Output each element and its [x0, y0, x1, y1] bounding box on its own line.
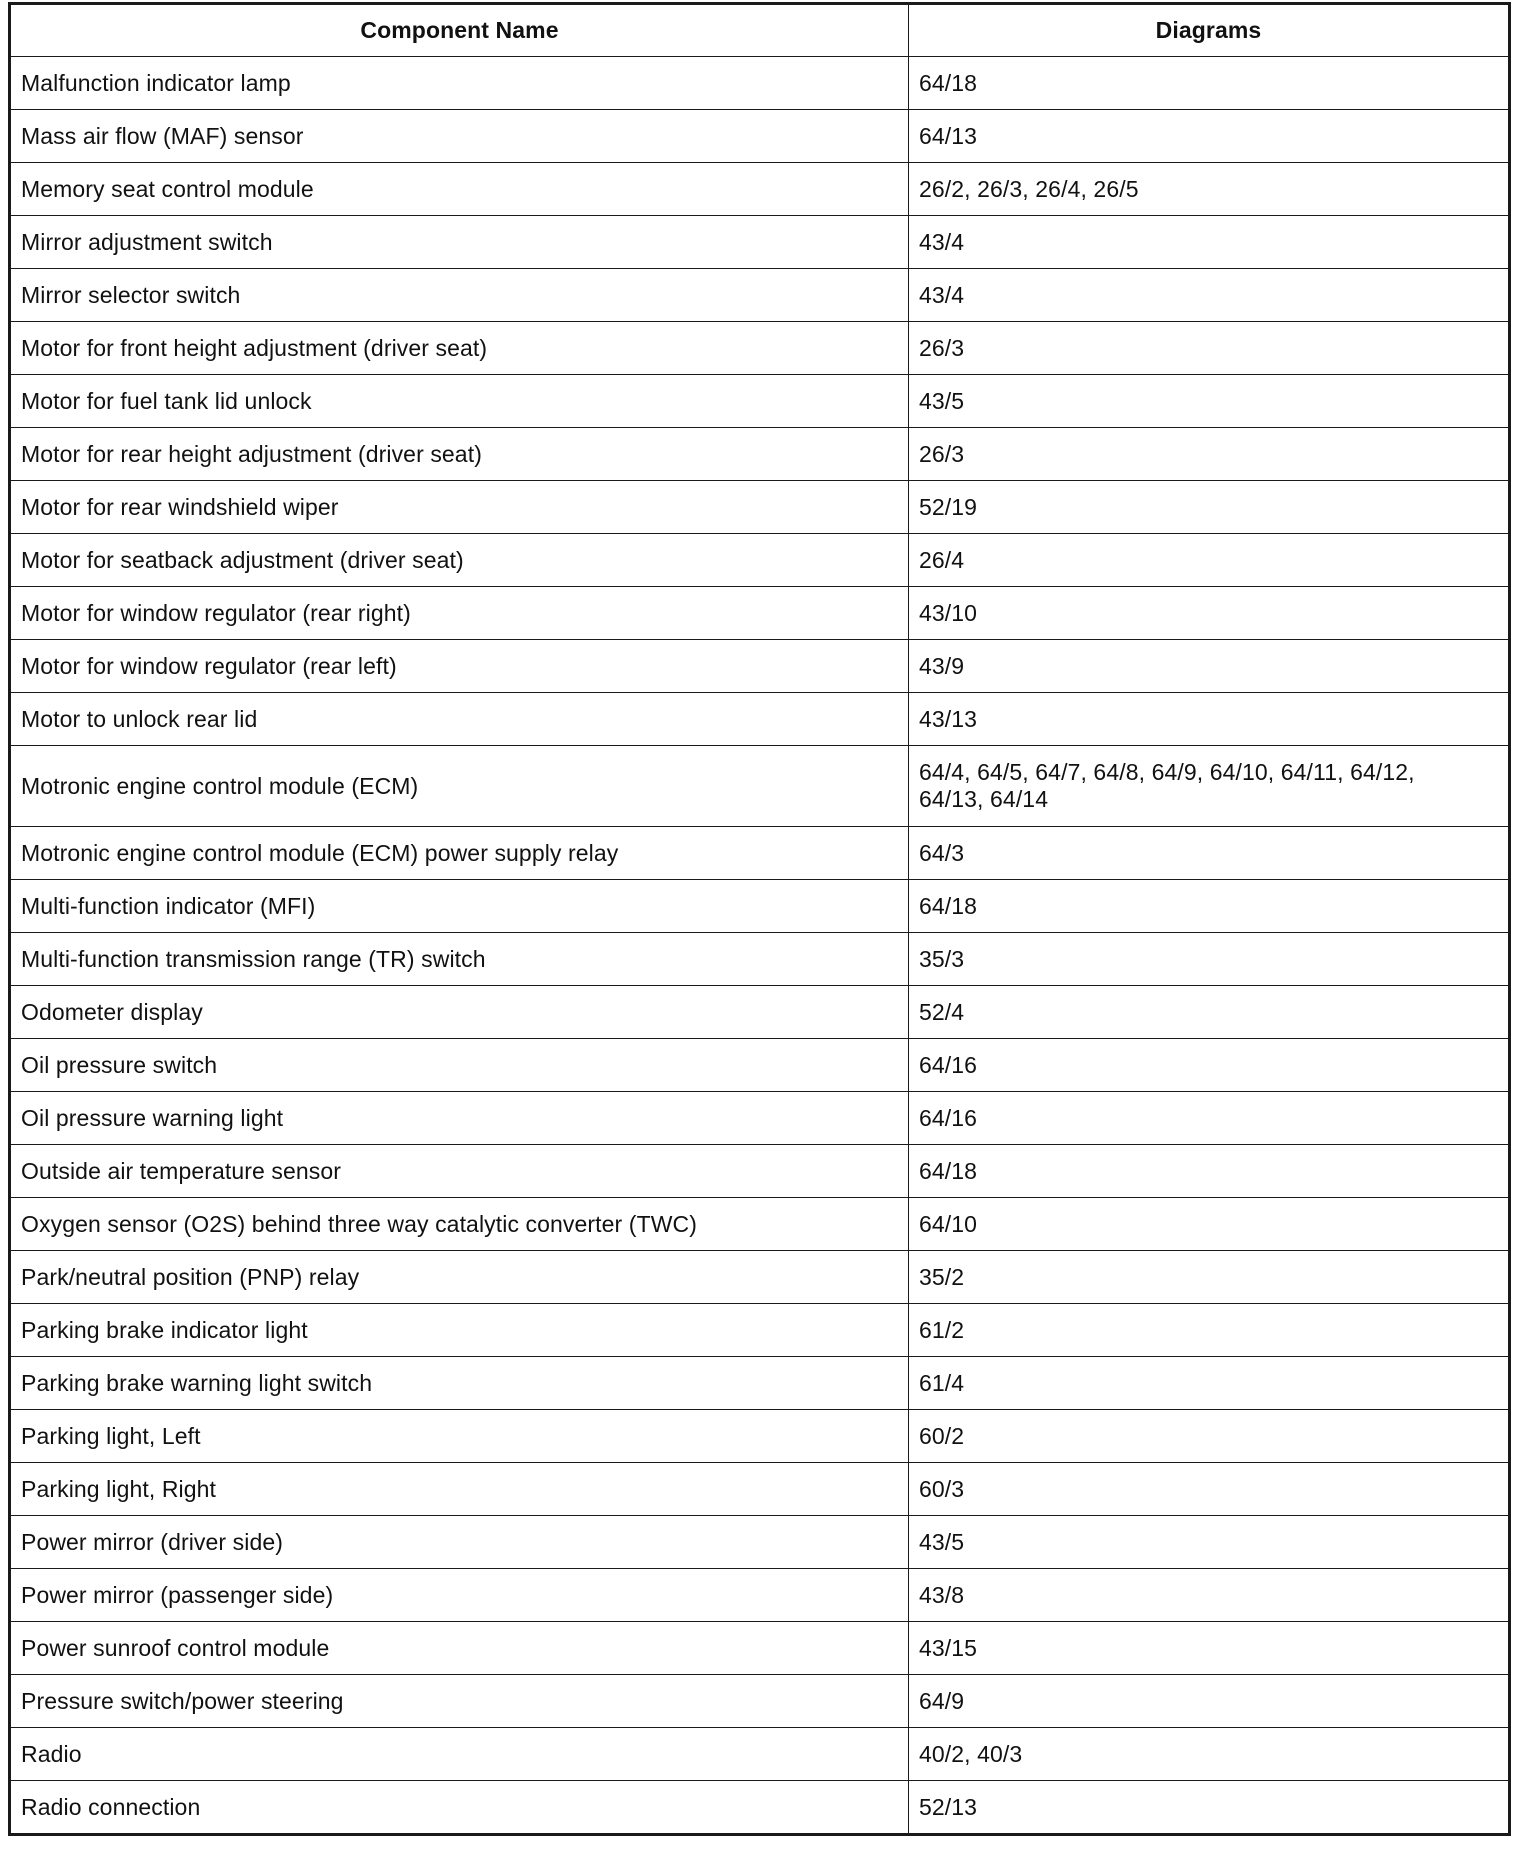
table-row: [10, 1569, 1510, 1622]
diagrams-cell: 43/10: [909, 587, 1510, 640]
diagrams-cell: 43/5: [909, 1516, 1510, 1569]
table-row: [10, 1410, 1510, 1463]
diagrams-cell: 64/9: [909, 1675, 1510, 1728]
table-row: [10, 693, 1510, 746]
table-row: [10, 216, 1510, 269]
component-name-cell: Multi-function indicator (MFI): [10, 880, 909, 933]
table-row: [10, 1516, 1510, 1569]
component-name-cell: Motor for fuel tank lid unlock: [10, 375, 909, 428]
diagrams-cell: 61/2: [909, 1304, 1510, 1357]
table-row: [10, 1039, 1510, 1092]
diagrams-cell: 52/4: [909, 986, 1510, 1039]
table-row: [10, 827, 1510, 880]
diagrams-cell: 60/2: [909, 1410, 1510, 1463]
diagrams-cell: 52/19: [909, 481, 1510, 534]
table-row: [10, 428, 1510, 481]
diagrams-cell: 60/3: [909, 1463, 1510, 1516]
diagrams-cell: 64/18: [909, 880, 1510, 933]
component-name-cell: Power sunroof control module: [10, 1622, 909, 1675]
component-name-cell: Power mirror (driver side): [10, 1516, 909, 1569]
component-name-cell: Motor to unlock rear lid: [10, 693, 909, 746]
table-row: [10, 640, 1510, 693]
diagrams-cell: 43/15: [909, 1622, 1510, 1675]
table-row: [10, 933, 1510, 986]
table-row: [10, 1357, 1510, 1410]
diagrams-cell: 64/10: [909, 1198, 1510, 1251]
table-row: [10, 375, 1510, 428]
component-name-cell: Parking light, Right: [10, 1463, 909, 1516]
component-name-cell: Power mirror (passenger side): [10, 1569, 909, 1622]
component-name-cell: Motor for front height adjustment (driver seat): [10, 322, 909, 375]
diagrams-cell: 64/4, 64/5, 64/7, 64/8, 64/9, 64/10, 64/11, 64/12, 64/13, 64/14: [909, 746, 1510, 827]
diagrams-cell: 64/16: [909, 1092, 1510, 1145]
diagrams-cell: 52/13: [909, 1781, 1510, 1835]
table-row: [10, 1728, 1510, 1781]
table-row: [10, 880, 1510, 933]
table-row: [10, 57, 1510, 110]
table-row: [10, 1198, 1510, 1251]
diagrams-cell: 64/16: [909, 1039, 1510, 1092]
component-name-cell: Malfunction indicator lamp: [10, 57, 909, 110]
column-header-diagrams: Diagrams: [909, 4, 1510, 57]
diagrams-cell: 35/3: [909, 933, 1510, 986]
diagrams-cell: 26/3: [909, 428, 1510, 481]
diagrams-cell: 40/2, 40/3: [909, 1728, 1510, 1781]
table-row: [10, 746, 1510, 827]
component-name-cell: Oil pressure switch: [10, 1039, 909, 1092]
component-name-cell: Motronic engine control module (ECM): [10, 746, 909, 827]
component-name-cell: Mirror adjustment switch: [10, 216, 909, 269]
component-name-cell: Multi-function transmission range (TR) switch: [10, 933, 909, 986]
component-name-cell: Mass air flow (MAF) sensor: [10, 110, 909, 163]
table-row: [10, 163, 1510, 216]
component-name-cell: Motor for rear height adjustment (driver seat): [10, 428, 909, 481]
component-index-table: [8, 2, 1511, 1836]
table-row: [10, 322, 1510, 375]
table-row: [10, 1463, 1510, 1516]
diagrams-cell: 64/18: [909, 57, 1510, 110]
component-name-cell: Oil pressure warning light: [10, 1092, 909, 1145]
table-row: [10, 269, 1510, 322]
table-body: [10, 57, 1510, 1835]
table-row: [10, 1675, 1510, 1728]
table-row: [10, 587, 1510, 640]
component-name-cell: Pressure switch/power steering: [10, 1675, 909, 1728]
component-name-cell: Mirror selector switch: [10, 269, 909, 322]
component-name-cell: Motor for window regulator (rear right): [10, 587, 909, 640]
table-row: [10, 1304, 1510, 1357]
diagrams-cell: 26/3: [909, 322, 1510, 375]
component-name-cell: Park/neutral position (PNP) relay: [10, 1251, 909, 1304]
diagrams-cell: 26/4: [909, 534, 1510, 587]
diagrams-cell: 26/2, 26/3, 26/4, 26/5: [909, 163, 1510, 216]
component-name-cell: Odometer display: [10, 986, 909, 1039]
diagrams-cell: 43/8: [909, 1569, 1510, 1622]
diagrams-cell: 43/5: [909, 375, 1510, 428]
component-name-cell: Motor for rear windshield wiper: [10, 481, 909, 534]
table-row: [10, 1092, 1510, 1145]
component-name-cell: Motor for seatback adjustment (driver seat): [10, 534, 909, 587]
diagrams-cell: 43/4: [909, 216, 1510, 269]
component-name-cell: Memory seat control module: [10, 163, 909, 216]
component-name-cell: Parking brake indicator light: [10, 1304, 909, 1357]
diagrams-cell: 64/18: [909, 1145, 1510, 1198]
diagrams-cell: 43/13: [909, 693, 1510, 746]
diagrams-cell: 43/4: [909, 269, 1510, 322]
diagrams-cell: 35/2: [909, 1251, 1510, 1304]
component-name-cell: Outside air temperature sensor: [10, 1145, 909, 1198]
table-row: [10, 986, 1510, 1039]
header-row: [10, 4, 1510, 57]
component-name-cell: Motor for window regulator (rear left): [10, 640, 909, 693]
table-row: [10, 534, 1510, 587]
column-header-component-name: Component Name: [10, 4, 909, 57]
table-row: [10, 1251, 1510, 1304]
component-name-cell: Parking light, Left: [10, 1410, 909, 1463]
component-name-cell: Motronic engine control module (ECM) power supply relay: [10, 827, 909, 880]
diagrams-cell: 64/3: [909, 827, 1510, 880]
table-row: [10, 110, 1510, 163]
table-row: [10, 1622, 1510, 1675]
table-row: [10, 481, 1510, 534]
table-row: [10, 1781, 1510, 1835]
diagrams-cell: 43/9: [909, 640, 1510, 693]
diagrams-cell: 64/13: [909, 110, 1510, 163]
component-name-cell: Radio connection: [10, 1781, 909, 1835]
component-name-cell: Oxygen sensor (O2S) behind three way catalytic converter (TWC): [10, 1198, 909, 1251]
component-name-cell: Parking brake warning light switch: [10, 1357, 909, 1410]
diagrams-cell: 61/4: [909, 1357, 1510, 1410]
table-header: [10, 4, 1510, 57]
table-row: [10, 1145, 1510, 1198]
component-name-cell: Radio: [10, 1728, 909, 1781]
